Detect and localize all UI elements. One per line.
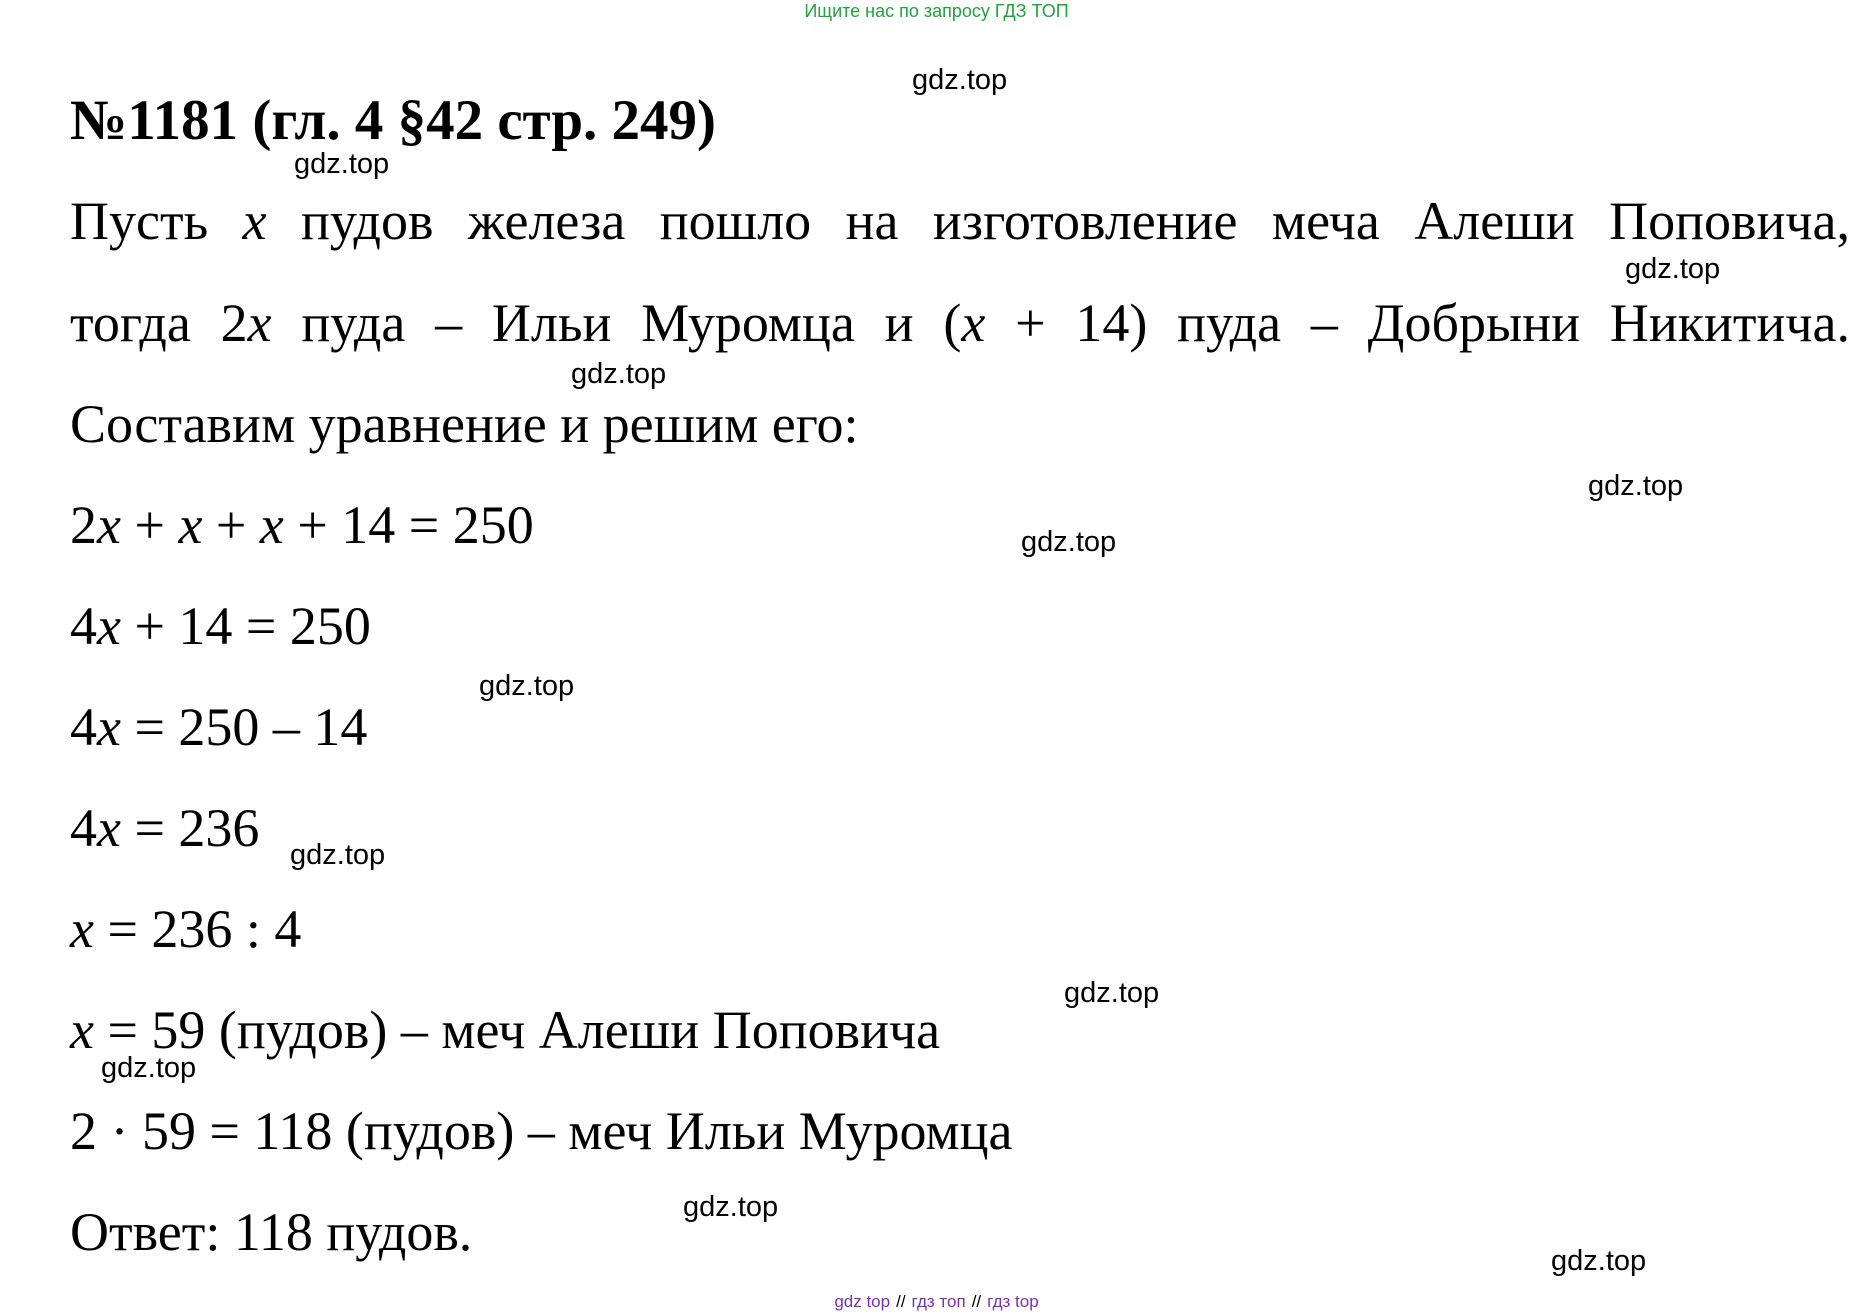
footer-links: [0, 1292, 1873, 1312]
watermark: gdz.top: [294, 148, 390, 180]
footer-separator: //: [896, 1292, 906, 1311]
equation-7: 2 · 59 = 118 (пудов) – меч Ильи Муромца: [70, 1101, 1013, 1161]
equation-2: 4x + 14 = 250: [70, 596, 371, 656]
watermark: gdz.top: [1625, 253, 1721, 285]
equation-6: x = 59 (пудов) – меч Алеши Поповича: [70, 1000, 941, 1060]
footer-link-gdz-top-mixed[interactable]: гдз top: [987, 1292, 1039, 1311]
watermark: gdz.top: [101, 1052, 197, 1084]
solution-paragraph-line-1: Пусть x пудов железа пошло на изготовление меча Алеши Поповича,: [70, 191, 1850, 251]
footer-separator: //: [971, 1292, 982, 1311]
problem-title: №1181 (гл. 4 §42 стр. 249): [70, 89, 717, 152]
watermark: gdz.top: [912, 64, 1008, 96]
watermark: gdz.top: [571, 358, 667, 390]
watermark: gdz.top: [1021, 526, 1117, 558]
equation-4: 4x = 236: [70, 798, 260, 858]
solution-paragraph-line-2: тогда 2x пуда – Ильи Муромца и (x + 14) пуда – Добрыни Никитича.: [70, 293, 1850, 353]
solution-paragraph-line-3: Составим уравнение и решим его:: [70, 394, 859, 454]
equation-1: 2x + x + x + 14 = 250: [70, 495, 534, 555]
watermark: gdz.top: [683, 1191, 779, 1223]
watermark: gdz.top: [1551, 1245, 1647, 1277]
equation-5: x = 236 : 4: [70, 899, 302, 959]
watermark: gdz.top: [290, 839, 386, 871]
answer: Ответ: 118 пудов.: [70, 1202, 473, 1262]
watermark: gdz.top: [479, 670, 575, 702]
watermark: gdz.top: [1588, 470, 1684, 502]
equation-3: 4x = 250 – 14: [70, 697, 368, 757]
footer-link-gdz-top-ru[interactable]: гдз топ: [911, 1292, 966, 1311]
footer-link-gdz-top[interactable]: gdz top: [834, 1292, 891, 1311]
watermark: gdz.top: [1064, 977, 1160, 1009]
top-banner[interactable]: Ищите нас по запросу ГДЗ ТОП: [804, 1, 1069, 21]
